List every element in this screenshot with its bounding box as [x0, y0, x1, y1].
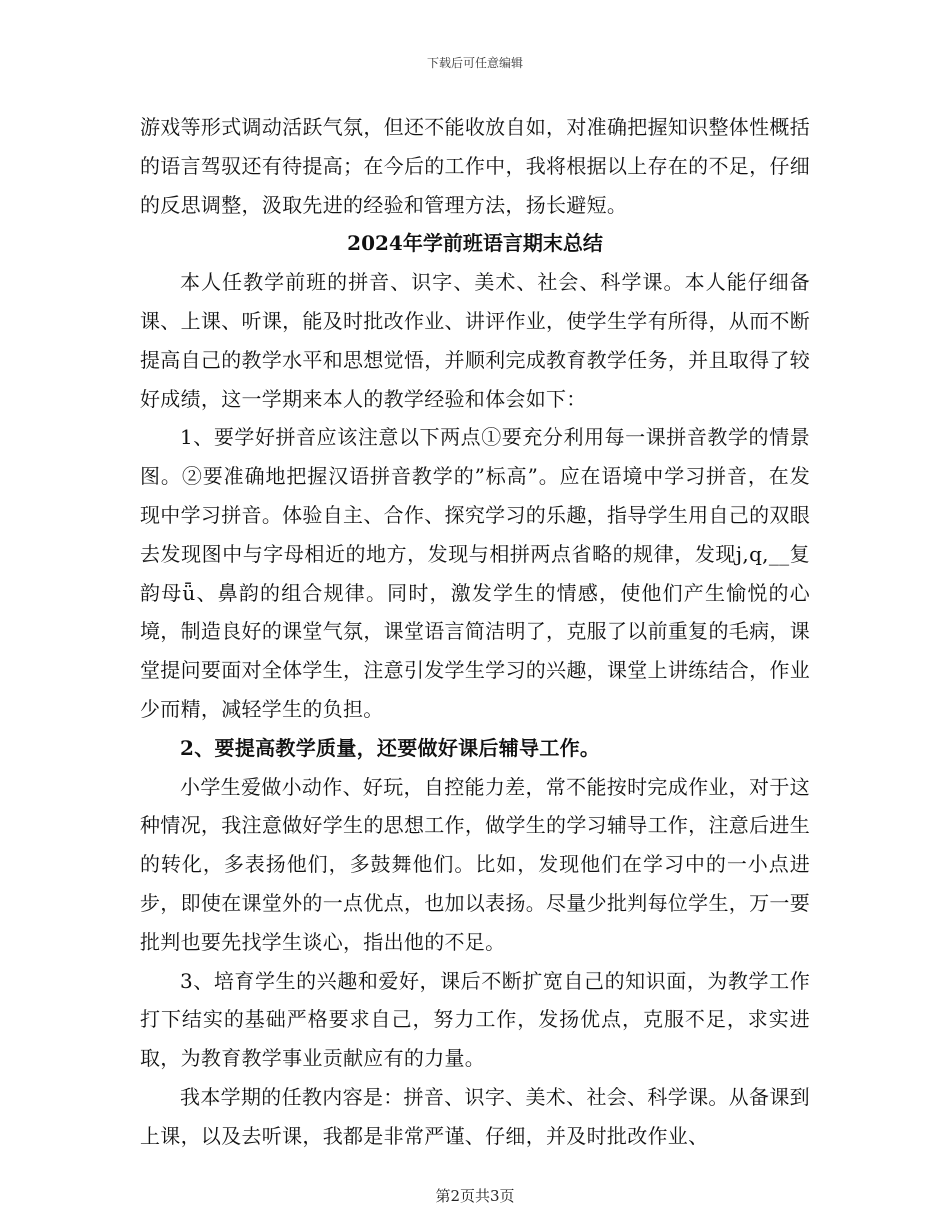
- paragraph-point-1-pinyin: 1、要学好拼音应该注意以下两点①要充分利用每一课拼音教学的情景图。②要准确地把握汉语拼音教学的”标高”。应在语境中学习拼音，在发现中学习拼音。体验自主、合作、探究学习的乐趣，指导学生用自己的双眼去发现图中与字母相近的地方，发现与相拼两点省略的规律，发现j,q,__复韵母ǖ、鼻韵的组合规律。同时，激发学生的情感，使他们产生愉悦的心境，制造良好的课堂气氛，课堂语言简洁明了，克服了以前重复的毛病，课堂提问要面对全体学生，注意引发学生学习的兴趣，课堂上讲练结合，作业少而精，减轻学生的负担。: [140, 425, 810, 721]
- paragraph-teaching-content: 我本学期的任教内容是：拼音、识字、美术、社会、科学课。从备课到上课，以及去听课，我都是非常严谨、仔细，并及时批改作业、: [140, 1084, 810, 1148]
- intro-paragraph: 游戏等形式调动活跃气氛，但还不能收放自如，对准确把握知识整体性概括的语言驾驭还有待提高；在今后的工作中，我将根据以上存在的不足，仔细的反思调整，汲取先进的经验和管理方法，扬长避短。: [140, 115, 810, 217]
- document-title: 2024年学前班语言期末总结: [347, 231, 603, 256]
- page-header: 下载后可任意编辑: [426, 56, 523, 70]
- paragraph-point-2-heading: 2、要提高教学质量，还要做好课后辅导工作。: [180, 735, 601, 760]
- paragraph-intro-summary: 本人任教学前班的拼音、识字、美术、社会、科学课。本人能仔细备课、上课、听课，能及时批改作业、讲评作业，使学生学有所得，从而不断提高自己的教学水平和思想觉悟，并顺利完成教育教学任务，并且取得了较好成绩，这一学期来本人的教学经验和体会如下：: [140, 270, 810, 411]
- page-number: 第2页共3页: [435, 1187, 515, 1205]
- document-body: [140, 108, 810, 1156]
- paragraph-point-3-interests: 3、培育学生的兴趣和爱好，课后不断扩宽自己的知识面，为教学工作打下结实的基础严格要求自己，努力工作，发扬优点，克服不足，求实进取，为教育教学事业贡献应有的力量。: [140, 968, 810, 1071]
- paragraph-point-2-body: 小学生爱做小动作、好玩，自控能力差，常不能按时完成作业，对于这种情况，我注意做好学生的思想工作，做学生的学习辅导工作，注意后进生的转化，多表扬他们，多鼓舞他们。比如，发现他们在学习中的一小点进步，即使在课堂外的一点优点，也加以表扬。尽量少批判每位学生，万一要批判也要先找学生谈心，指出他的不足。: [140, 774, 810, 954]
